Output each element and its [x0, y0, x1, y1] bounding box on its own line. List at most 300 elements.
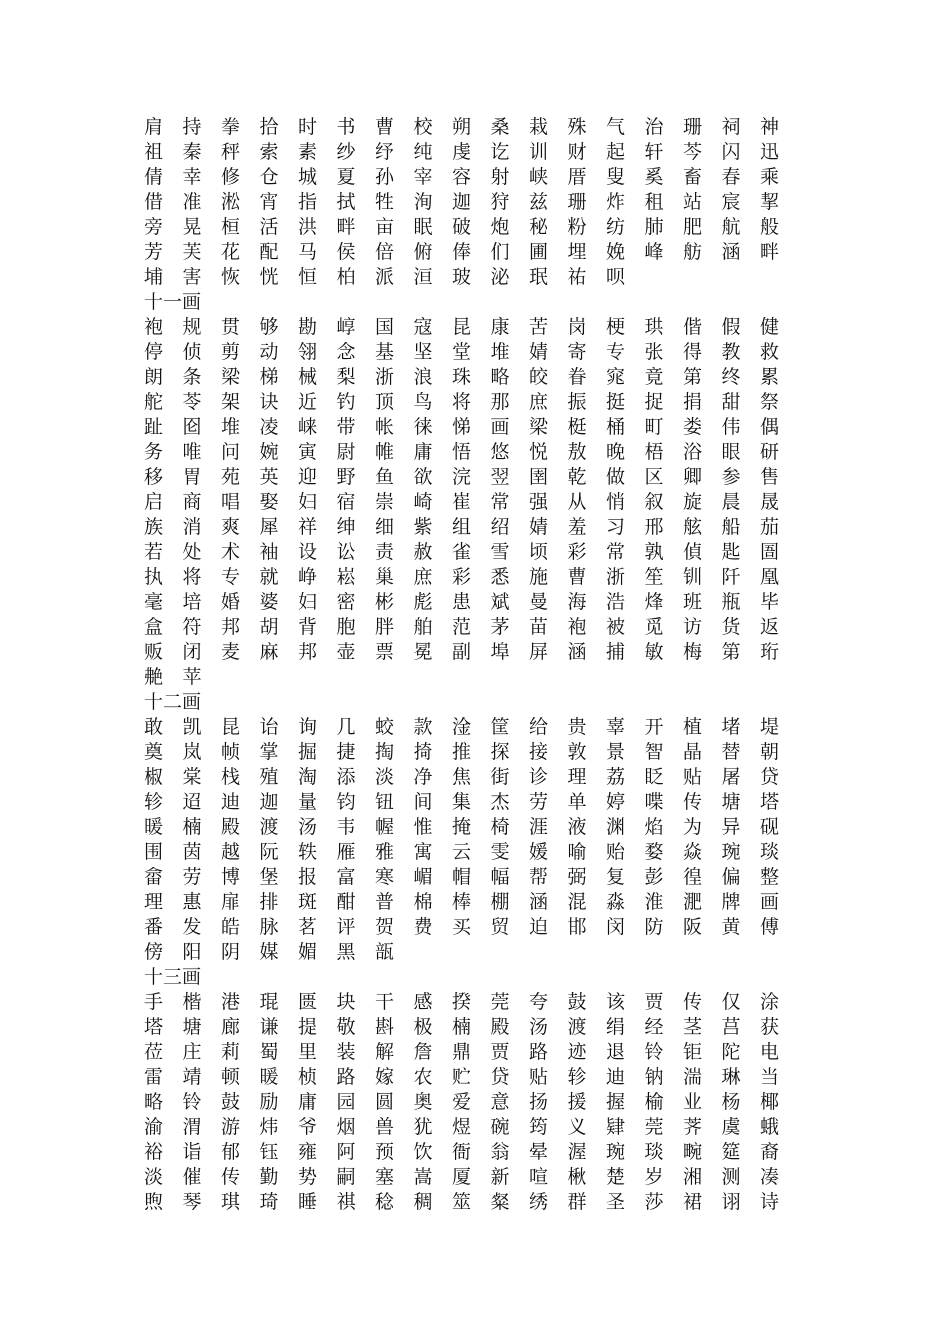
- character: 敬: [336, 1016, 356, 1038]
- character: 圣: [606, 1191, 626, 1213]
- character: 淡: [144, 1166, 164, 1188]
- character: 终: [721, 366, 741, 388]
- character: 恢: [221, 266, 241, 288]
- character: 预: [375, 1141, 395, 1163]
- character: 意: [490, 1091, 510, 1113]
- character: 票: [375, 641, 395, 663]
- character: 指: [298, 191, 318, 213]
- character: 彬: [375, 591, 395, 613]
- character: 捐: [683, 391, 703, 413]
- character: 得: [683, 341, 703, 363]
- character: 翁: [490, 1141, 510, 1163]
- character: 假: [721, 316, 741, 338]
- character: 货: [721, 616, 741, 638]
- character: 淝: [683, 891, 703, 913]
- character-row: [144, 438, 784, 463]
- character: 瓿: [375, 941, 395, 963]
- character: 梃: [567, 416, 587, 438]
- character: 娶: [259, 491, 279, 513]
- character: 巢: [375, 566, 395, 588]
- character-row: [144, 988, 784, 1013]
- character: 装: [336, 1041, 356, 1063]
- character: 肺: [644, 216, 664, 238]
- character: 悉: [490, 566, 510, 588]
- character-row: [144, 1038, 784, 1063]
- character: 云: [452, 841, 472, 863]
- character: 唱: [221, 491, 241, 513]
- character: 涂: [760, 991, 780, 1013]
- character: 圃: [529, 241, 549, 263]
- character-row: [144, 913, 784, 938]
- character: 祭: [760, 391, 780, 413]
- character: 琰: [760, 841, 780, 863]
- character-row: [144, 788, 784, 813]
- character: 茵: [182, 841, 202, 863]
- character: 新: [490, 1166, 510, 1188]
- character: 捉: [644, 391, 664, 413]
- character: 杰: [490, 791, 510, 813]
- character-row: [144, 613, 784, 638]
- character: 塔: [760, 791, 780, 813]
- character: 舶: [413, 616, 433, 638]
- character: 苑: [221, 466, 241, 488]
- character: 芙: [182, 241, 202, 263]
- character: 珠: [452, 366, 472, 388]
- character: 暖: [259, 1066, 279, 1088]
- character: 闭: [182, 641, 202, 663]
- character: 崇: [375, 491, 395, 513]
- character: 盒: [144, 616, 164, 638]
- character: 给: [529, 716, 549, 738]
- character: 粉: [567, 216, 587, 238]
- character: 花: [221, 241, 241, 263]
- character: 曼: [529, 591, 549, 613]
- character: 问: [221, 441, 241, 463]
- character: 煜: [452, 1116, 472, 1138]
- character: 莎: [644, 1191, 664, 1213]
- character: 番: [144, 916, 164, 938]
- character: 弼: [567, 866, 587, 888]
- character: 船: [721, 516, 741, 538]
- character: 谦: [259, 1016, 279, 1038]
- character: 俸: [452, 241, 472, 263]
- character: 素: [298, 141, 318, 163]
- character: 钮: [375, 791, 395, 813]
- character: 峰: [644, 241, 664, 263]
- character: 将: [182, 566, 202, 588]
- character: 埔: [144, 266, 164, 288]
- character: 韦: [336, 816, 356, 838]
- character: 接: [529, 741, 549, 763]
- character: 纾: [375, 141, 395, 163]
- character: 侦: [182, 341, 202, 363]
- character: 梗: [606, 316, 626, 338]
- character: 淦: [452, 716, 472, 738]
- character: 博: [221, 866, 241, 888]
- character: 朔: [452, 116, 472, 138]
- character: 趾: [144, 416, 164, 438]
- character: 梅: [683, 641, 703, 663]
- character: 苗: [529, 616, 549, 638]
- character: 楠: [182, 816, 202, 838]
- character: 胃: [182, 466, 202, 488]
- character: 虞: [721, 1116, 741, 1138]
- character: 植: [683, 716, 703, 738]
- character: 鼎: [452, 1041, 472, 1063]
- character: 配: [259, 241, 279, 263]
- character: 神: [760, 116, 780, 138]
- character: 健: [760, 316, 780, 338]
- character: 赦: [413, 541, 433, 563]
- character: 皓: [221, 916, 241, 938]
- character: 铃: [644, 1041, 664, 1063]
- character: 涵: [529, 891, 549, 913]
- character: 帐: [375, 416, 395, 438]
- character: 厦: [452, 1166, 472, 1188]
- character: 群: [567, 1191, 587, 1213]
- character: 嵩: [413, 1166, 433, 1188]
- character: 倍: [375, 241, 395, 263]
- character: 翌: [490, 466, 510, 488]
- character: 笙: [644, 566, 664, 588]
- character: 媛: [529, 841, 549, 863]
- character: 帽: [452, 866, 472, 888]
- character: 班: [683, 591, 703, 613]
- character: 堆: [490, 341, 510, 363]
- character: 鸟: [413, 391, 433, 413]
- character: 仅: [721, 991, 741, 1013]
- character: 诀: [259, 391, 279, 413]
- character: 贴: [683, 766, 703, 788]
- character: 宵: [259, 191, 279, 213]
- character: 阮: [259, 841, 279, 863]
- character: 租: [644, 191, 664, 213]
- character: 喋: [644, 791, 664, 813]
- character: 寓: [413, 841, 433, 863]
- character: 阡: [721, 566, 741, 588]
- character: 蛾: [760, 1116, 780, 1138]
- character: 贷: [490, 1066, 510, 1088]
- character: 幄: [375, 816, 395, 838]
- character: 塘: [721, 791, 741, 813]
- character: 酣: [336, 891, 356, 913]
- character: 岚: [182, 741, 202, 763]
- character: 茅: [490, 616, 510, 638]
- character: 牌: [721, 891, 741, 913]
- character: 雯: [490, 841, 510, 863]
- character: 恍: [259, 266, 279, 288]
- character: 带: [336, 416, 356, 438]
- character: 莅: [144, 1041, 164, 1063]
- character: 徨: [683, 866, 703, 888]
- character: 寒: [375, 866, 395, 888]
- character: 梧: [644, 441, 664, 463]
- character: 婚: [221, 591, 241, 613]
- character: 春: [721, 166, 741, 188]
- character: 傅: [760, 916, 780, 938]
- character: 婆: [259, 591, 279, 613]
- character: 窕: [606, 366, 626, 388]
- character: 贾: [490, 1041, 510, 1063]
- character: 添: [336, 766, 356, 788]
- character: 钏: [683, 566, 703, 588]
- character: 街: [490, 766, 510, 788]
- character: 崃: [298, 416, 318, 438]
- character: 匮: [298, 991, 318, 1013]
- character: 活: [259, 216, 279, 238]
- character: 基: [375, 341, 395, 363]
- character: 钓: [336, 391, 356, 413]
- character: 路: [336, 1066, 356, 1088]
- character: 富: [336, 866, 356, 888]
- character: 裙: [683, 1191, 703, 1213]
- character: 埠: [490, 641, 510, 663]
- character: 梨: [336, 366, 356, 388]
- character: 珊: [567, 191, 587, 213]
- character: 旋: [683, 491, 703, 513]
- character: 拾: [259, 116, 279, 138]
- character-row: [144, 388, 784, 413]
- character: 马: [298, 241, 318, 263]
- character: 涯: [529, 816, 549, 838]
- character: 黑: [336, 941, 356, 963]
- character: 射: [490, 166, 510, 188]
- character-row: [144, 888, 784, 913]
- character: 塔: [144, 1016, 164, 1038]
- character: 汤: [529, 1016, 549, 1038]
- character-row: [144, 763, 784, 788]
- character: 贩: [144, 641, 164, 663]
- character: 悠: [490, 441, 510, 463]
- character-row: [144, 663, 784, 688]
- character: 雅: [375, 841, 395, 863]
- character: 殊: [567, 116, 587, 138]
- character: 教: [721, 341, 741, 363]
- character: 柏: [336, 266, 356, 288]
- character: 陀: [721, 1041, 741, 1063]
- character: 智: [644, 741, 664, 763]
- character: 将: [452, 391, 472, 413]
- character: 竟: [644, 366, 664, 388]
- character: 孰: [644, 541, 664, 563]
- character: 婉: [259, 441, 279, 463]
- stroke-count-heading: 十二画: [144, 691, 202, 713]
- character: 邦: [298, 641, 318, 663]
- character: 范: [452, 616, 472, 638]
- character: 副: [452, 641, 472, 663]
- character: 筮: [452, 1191, 472, 1213]
- character: 常: [490, 491, 510, 513]
- character: 迢: [182, 791, 202, 813]
- character: 荔: [606, 766, 626, 788]
- character: 殿: [221, 816, 241, 838]
- character: 常: [606, 541, 626, 563]
- character-row: [144, 838, 784, 863]
- character: 恒: [298, 266, 318, 288]
- character: 婧: [529, 341, 549, 363]
- character-row: [144, 463, 784, 488]
- character: 扬: [529, 1091, 549, 1113]
- character: 掏: [375, 741, 395, 763]
- character: 肥: [683, 216, 703, 238]
- character: 凑: [760, 1166, 780, 1188]
- character-row: [144, 863, 784, 888]
- character: 提: [298, 1016, 318, 1038]
- character: 衙: [452, 1141, 472, 1163]
- character: 屠: [721, 766, 741, 788]
- character: 碗: [490, 1116, 510, 1138]
- character: 麻: [259, 641, 279, 663]
- character: 宰: [413, 166, 433, 188]
- character: 嗣: [336, 1166, 356, 1188]
- character: 徕: [413, 416, 433, 438]
- character: 畲: [144, 866, 164, 888]
- character: 获: [760, 1016, 780, 1038]
- character: 报: [298, 866, 318, 888]
- character: 琨: [259, 991, 279, 1013]
- character: 畔: [336, 216, 356, 238]
- character: 勤: [259, 1166, 279, 1188]
- character: 英: [259, 466, 279, 488]
- character: 堆: [221, 416, 241, 438]
- character: 累: [760, 366, 780, 388]
- character: 推: [452, 741, 472, 763]
- character: 测: [721, 1166, 741, 1188]
- character: 掘: [298, 741, 318, 763]
- character: 钰: [259, 1141, 279, 1163]
- character: 稔: [375, 1191, 395, 1213]
- character: 几: [336, 716, 356, 738]
- character: 楷: [182, 991, 202, 1013]
- character: 悌: [452, 416, 472, 438]
- character: 娄: [683, 416, 703, 438]
- character: 庸: [413, 441, 433, 463]
- character: 费: [413, 916, 433, 938]
- character: 麦: [221, 641, 241, 663]
- character: 渡: [259, 816, 279, 838]
- character: 媚: [298, 941, 318, 963]
- character: 壶: [336, 641, 356, 663]
- character: 单: [567, 791, 587, 813]
- character: 帧: [221, 741, 241, 763]
- character: 贮: [452, 1066, 472, 1088]
- character: 整: [760, 866, 780, 888]
- character: 景: [606, 741, 626, 763]
- character: 细: [375, 516, 395, 538]
- character: 买: [452, 916, 472, 938]
- character: 胖: [375, 616, 395, 638]
- character: 扉: [221, 891, 241, 913]
- character-row: [144, 138, 784, 163]
- character: 贾: [644, 991, 664, 1013]
- character: 岗: [567, 316, 587, 338]
- character: 张: [644, 341, 664, 363]
- character: 阴: [221, 941, 241, 963]
- character: 毕: [760, 591, 780, 613]
- character: 排: [259, 891, 279, 913]
- character: 轩: [644, 141, 664, 163]
- character: 婧: [529, 516, 549, 538]
- character: 喻: [567, 841, 587, 863]
- character: 焱: [683, 841, 703, 863]
- character: 近: [298, 391, 318, 413]
- character: 眠: [413, 216, 433, 238]
- character: 评: [336, 916, 356, 938]
- character: 迦: [259, 791, 279, 813]
- character: 梁: [221, 366, 241, 388]
- character: 迎: [298, 466, 318, 488]
- character: 晕: [529, 1141, 549, 1163]
- character: 极: [413, 1016, 433, 1038]
- character: 偕: [683, 316, 703, 338]
- character: 梁: [529, 416, 549, 438]
- character: 宿: [336, 491, 356, 513]
- character: 秦: [182, 141, 202, 163]
- character: 悦: [529, 441, 549, 463]
- character: 莞: [490, 991, 510, 1013]
- character: 渝: [144, 1116, 164, 1138]
- character: 发: [182, 916, 202, 938]
- character: 略: [144, 1091, 164, 1113]
- character: 蛟: [375, 716, 395, 738]
- character: 贸: [490, 916, 510, 938]
- character: 狩: [490, 191, 510, 213]
- character: 眷: [567, 366, 587, 388]
- character: 峥: [298, 566, 318, 588]
- character-row: [144, 338, 784, 363]
- character: 嫁: [375, 1066, 395, 1088]
- character-row: [144, 263, 784, 288]
- character: 彩: [567, 541, 587, 563]
- character: 训: [529, 141, 549, 163]
- character-row: [144, 1013, 784, 1038]
- character: 画: [760, 891, 780, 913]
- character: 动: [259, 341, 279, 363]
- character: 辜: [606, 716, 626, 738]
- character: 嵋: [413, 866, 433, 888]
- character: 勘: [298, 316, 318, 338]
- character-row: [144, 488, 784, 513]
- character: 拳: [221, 116, 241, 138]
- character: 玻: [452, 266, 472, 288]
- character: 开: [644, 716, 664, 738]
- character: 庶: [529, 391, 549, 413]
- character: 榆: [644, 1091, 664, 1113]
- character: 祠: [721, 116, 741, 138]
- character: 饮: [413, 1141, 433, 1163]
- character-row: [144, 1113, 784, 1138]
- character: 棠: [182, 766, 202, 788]
- character: 站: [683, 191, 703, 213]
- character: 掩: [452, 816, 472, 838]
- character-row: [144, 563, 784, 588]
- character: 琰: [644, 1141, 664, 1163]
- character-row: [144, 813, 784, 838]
- character: 浙: [606, 566, 626, 588]
- character: 迦: [452, 191, 472, 213]
- character: 淮: [644, 891, 664, 913]
- character: 传: [683, 791, 703, 813]
- character: 敢: [144, 716, 164, 738]
- character: 婺: [644, 841, 664, 863]
- character: 渊: [606, 816, 626, 838]
- character: 传: [683, 991, 703, 1013]
- character: 堤: [760, 716, 780, 738]
- character: 珩: [760, 641, 780, 663]
- character: 集: [452, 791, 472, 813]
- character: 寅: [298, 441, 318, 463]
- character: 庶: [413, 566, 433, 588]
